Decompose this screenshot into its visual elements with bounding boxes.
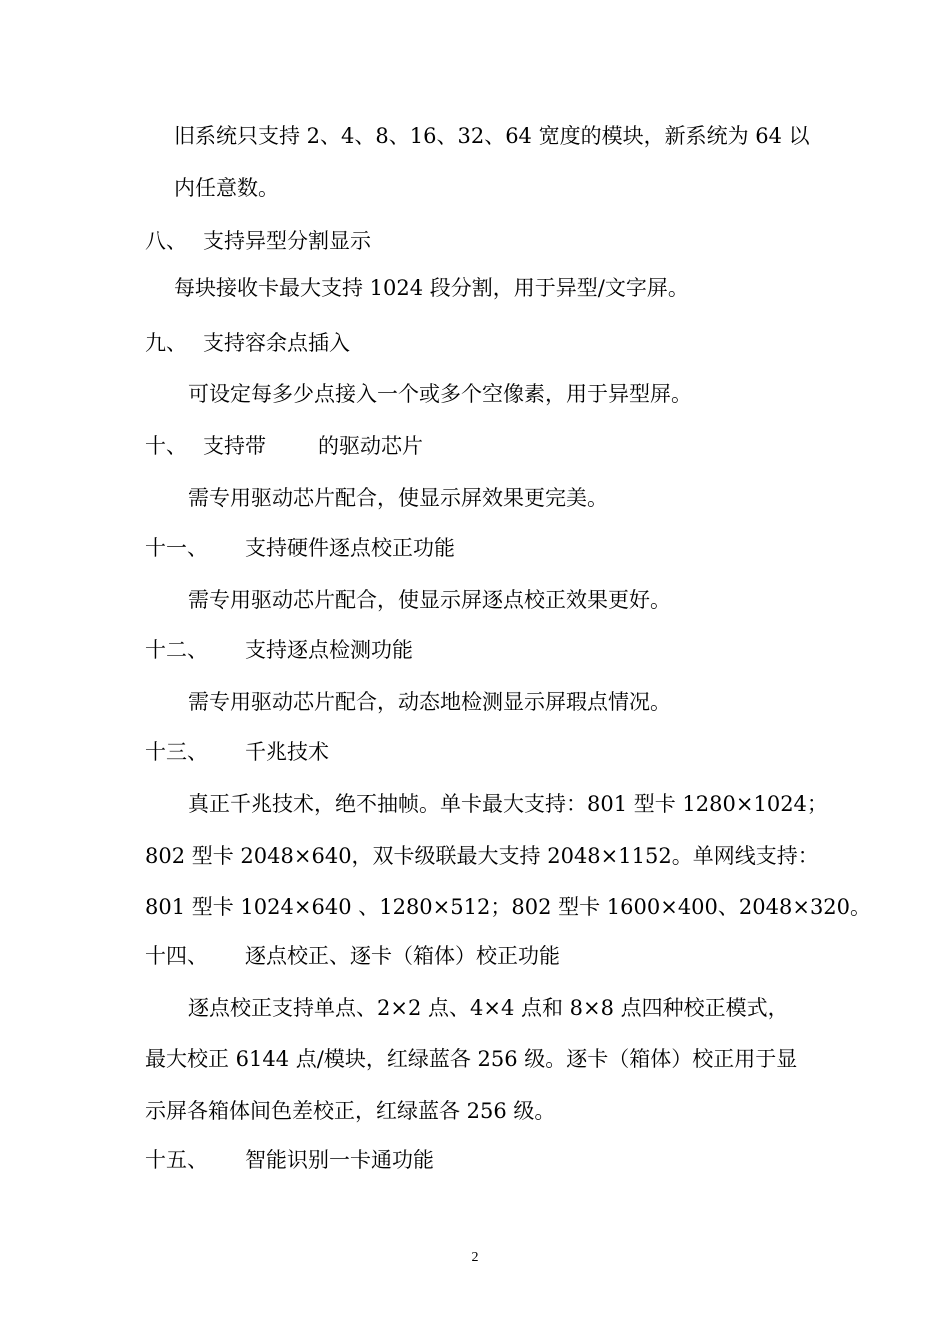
paragraph-line: 需专用驱动芯片配合，使显示屏效果更完美。	[188, 486, 608, 510]
section-number: 十四、	[145, 944, 208, 968]
section-number: 十五、	[145, 1148, 208, 1172]
section-number: 十三、	[145, 740, 208, 764]
section-title: 支持硬件逐点校正功能	[245, 536, 455, 560]
section-title: 的驱动芯片	[318, 434, 423, 458]
section-title: 支持逐点检测功能	[245, 638, 413, 662]
paragraph-line: 逐点校正支持单点、2×2 点、4×4 点和 8×8 点四种校正模式，	[188, 996, 789, 1020]
section-heading-8	[145, 231, 371, 252]
page-number: 2	[471, 1250, 479, 1265]
section-title: 千兆技术	[245, 740, 329, 764]
section-number: 八、	[145, 229, 187, 253]
paragraph-line: 需专用驱动芯片配合，动态地检测显示屏瑕点情况。	[188, 690, 671, 714]
section-heading-12	[145, 640, 413, 661]
paragraph-line: 需专用驱动芯片配合，使显示屏逐点校正效果更好。	[188, 588, 671, 612]
section-title: 支持容余点插入	[203, 331, 350, 355]
paragraph-line: 内任意数。	[174, 176, 279, 200]
paragraph-line: 真正千兆技术，绝不抽帧。单卡最大支持：801 型卡 1280×1024；	[188, 792, 828, 816]
paragraph-line: 可设定每多少点接入一个或多个空像素，用于异型屏。	[188, 382, 692, 406]
section-heading-14	[145, 946, 560, 967]
section-number: 十、	[145, 434, 187, 458]
section-heading-13	[145, 742, 329, 763]
section-title: 支持异型分割显示	[203, 229, 371, 253]
section-title: 智能识别一卡通功能	[245, 1148, 434, 1172]
section-heading-15	[145, 1150, 434, 1171]
section-heading-10	[145, 436, 423, 457]
section-number: 十二、	[145, 638, 208, 662]
section-heading-11	[145, 538, 455, 559]
section-heading-9	[145, 333, 350, 354]
section-number: 十一、	[145, 536, 208, 560]
section-title: 支持带	[203, 434, 266, 458]
paragraph-line: 801 型卡 1024×640 、1280×512；802 型卡 1600×400、2048×320。	[145, 895, 872, 919]
section-title: 逐点校正、逐卡（箱体）校正功能	[245, 944, 560, 968]
paragraph-line: 最大校正 6144 点/模块，红绿蓝各 256 级。逐卡（箱体）校正用于显	[145, 1047, 798, 1071]
section-number: 九、	[145, 331, 187, 355]
paragraph-line: 示屏各箱体间色差校正，红绿蓝各 256 级。	[145, 1099, 556, 1123]
paragraph-line: 旧系统只支持 2、4、8、16、32、64 宽度的模块，新系统为 64 以	[174, 124, 810, 148]
paragraph-line: 每块接收卡最大支持 1024 段分割，用于异型/文字屏。	[174, 276, 689, 300]
paragraph-line: 802 型卡 2048×640，双卡级联最大支持 2048×1152。单网线支持：	[145, 844, 819, 868]
